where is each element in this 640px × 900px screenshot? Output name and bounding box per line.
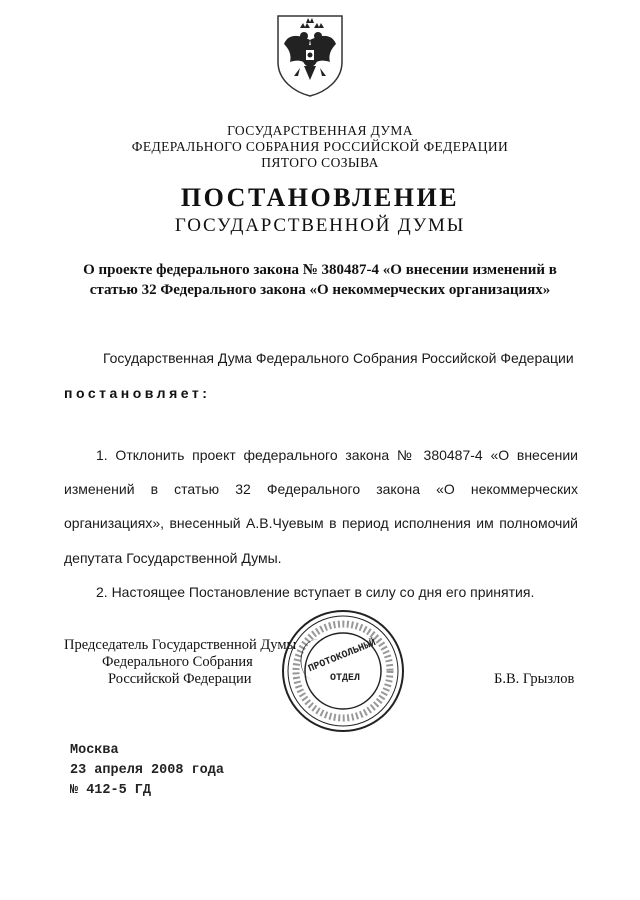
subject-line-2: статью 32 Федерального закона «О некоммерческих организациях»	[89, 282, 551, 298]
resolves-word: постановляет:	[64, 385, 211, 401]
document-subtitle: ГОСУДАРСТВЕННОЙ ДУМЫ	[174, 215, 466, 236]
org-line-3: ПЯТОГО СОЗЫВА	[261, 155, 379, 170]
date: 23 апреля 2008 года	[70, 763, 224, 778]
document-title: ПОСТАНОВЛЕНИЕ	[180, 183, 460, 212]
stamp-center-text: ОТДЕЛ	[329, 673, 361, 684]
intro-paragraph: Государственная Дума Федерального Собрания Российской Федерации	[103, 350, 574, 366]
stamp-top-text: ПРОТОКОЛЬНЫЙ	[306, 638, 378, 676]
item-1-line-1: 1. Отклонить проект федерального закона № 380487-4 «О внесении	[96, 447, 578, 463]
subject-line-1: О проекте федерального закона № 380487-4 «О внесении изменений в	[83, 262, 557, 278]
state-emblem-icon	[274, 14, 346, 98]
city: Москва	[70, 743, 119, 758]
item-2-paragraph: 2. Настоящее Постановление вступает в силу со дня его принятия.	[96, 584, 535, 600]
item-1-line-3: организациях», внесенный А.В.Чуевым в период исполнения им полномочий	[64, 515, 578, 531]
item-1-line-4: депутата Государственной Думы.	[64, 550, 282, 566]
org-line-1: ГОСУДАРСТВЕННАЯ ДУМА	[227, 123, 413, 138]
signatory-name: Б.В. Грызлов	[494, 671, 575, 687]
signature-position-line-1: Председатель Государственной Думы	[64, 637, 297, 653]
official-stamp	[278, 606, 408, 736]
document-number: № 412-5 ГД	[70, 783, 152, 798]
org-line-2: ФЕДЕРАЛЬНОГО СОБРАНИЯ РОССИЙСКОЙ ФЕДЕРАЦИИ	[131, 139, 509, 154]
signature-position-line-3: Российской Федерации	[108, 671, 252, 687]
item-1-line-2: изменений в статью 32 Федерального закона «О некоммерческих	[64, 481, 578, 497]
signature-position-line-2: Федерального Собрания	[102, 654, 253, 670]
